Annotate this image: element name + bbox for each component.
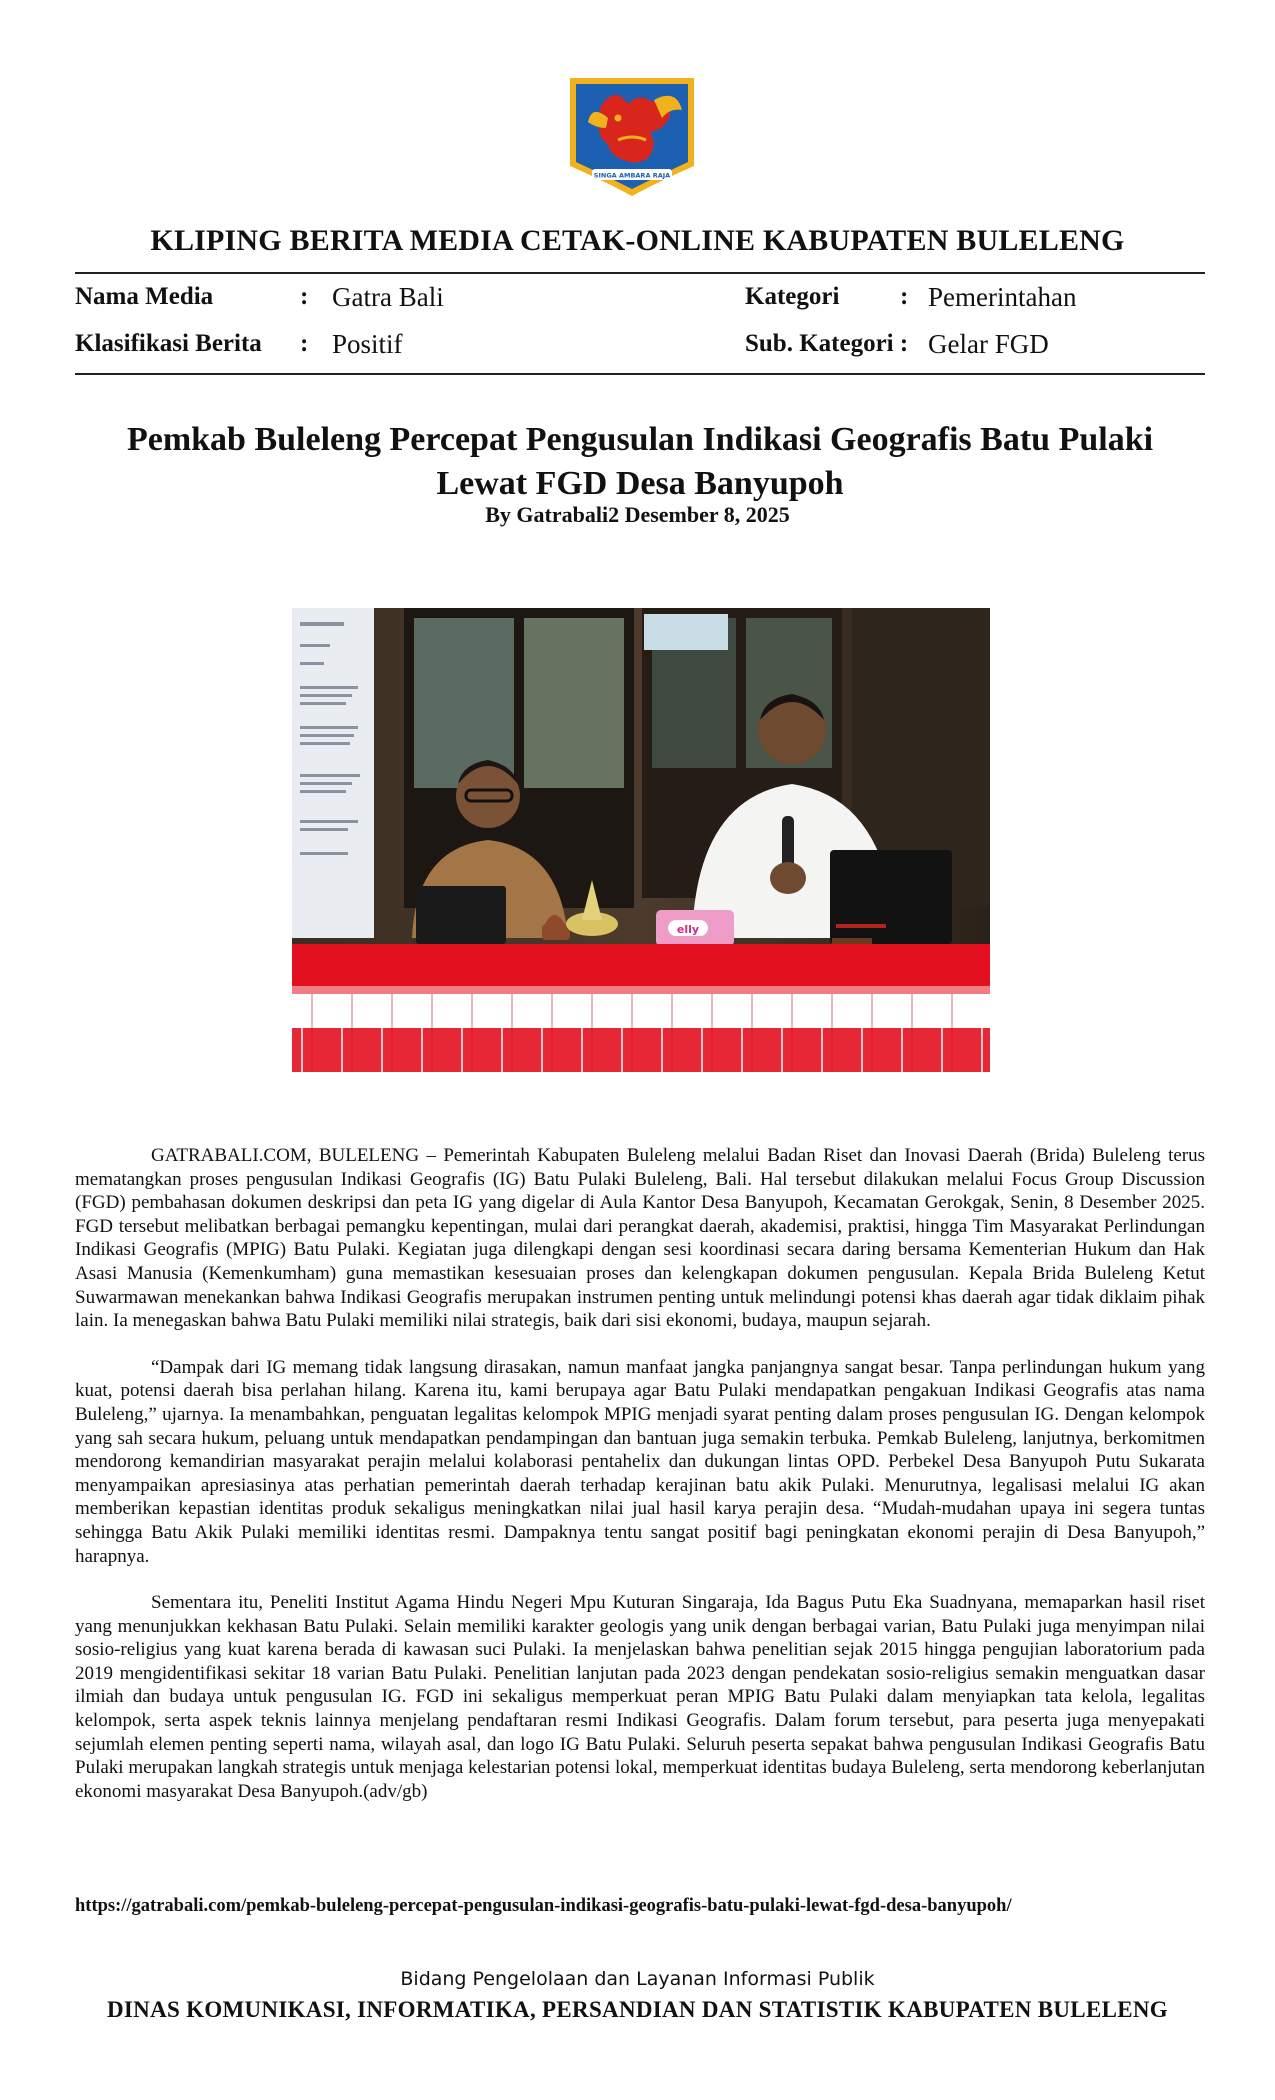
category-value: Pemerintahan	[928, 282, 1077, 312]
article-photo	[292, 608, 990, 1072]
article-paragraph: “Dampak dari IG memang tidak langsung dirasakan, namun manfaat jangka panjangnya sangat besar. Tanpa perlindungan hukum yang kuat, potensi daerah bisa perlahan hilang. Karena itu, kami berupaya agar Batu Pulaki mendapatkan pengakuan Indikasi Geografis atas nama Buleleng,” ujarnya. Ia menambahkan, penguatan legalitas kelompok MPIG menjadi syarat penting dalam proses pengusulan IG. Dengan kelompok yang sah secara hukum, peluang untuk mendapatkan pendampingan dan bantuan juga semakin terbuka. Pemkab Buleleng, lanjutnya, berkomitmen mendorong kemandirian masyarakat perajin melalui kolaborasi pentahelix dan dukungan lintas OPD. Perbekel Desa Banyupoh Putu Sukarata menyampaikan apresiasinya atas perhatian pemerintah daerah terhadap kerajinan batu akik Pulaki. Menurutnya, legalisasi melalui IG akan memberikan kepastian identitas produk sekaligus meningkatkan nilai jual hasil karya perajin desa. “Mudah-mudahan upaya ini segera tuntas sehingga Batu Akik Pulaki memiliki identitas resmi. Dampaknya tentu sangat positif bagi peningkatan ekonomi perajin di Desa Banyupoh,” harapnya.	[75, 1356, 1205, 1567]
article-paragraph: GATRABALI.COM, BULELENG – Pemerintah Kabupaten Buleleng melalui Badan Riset dan Inovasi Daerah (Brida) Buleleng terus mematangkan proses pengusulan Indikasi Geografis (IG) Batu Pulaki Buleleng, Bali. Hal tersebut dilakukan melalui Focus Group Discussion (FGD) pembahasan dokumen deskripsi dan peta IG yang digelar di Aula Kantor Desa Banyupoh, Kecamatan Gerokgak, Senin, 8 Desember 2025. FGD tersebut melibatkan berbagai pemangku kepentingan, mulai dari perangkat daerah, akademisi, praktisi, hingga Tim Masyarakat Perlindungan Indikasi Geografis (MPIG) Batu Pulaki. Kegiatan juga dilengkapi dengan sesi koordinasi secara daring bersama Kementerian Hukum dan Hak Asasi Manusia (Kemenkumham) guna memastikan kesesuaian proses dan kelengkapan dokumen pengusulan. Kepala Brida Buleleng Ketut Suwarmawan menekankan bahwa Indikasi Geografis merupakan instrumen penting untuk melindungi potensi khas daerah agar tidak diklaim pihak lain. Ia menegaskan bahwa Batu Pulaki memiliki nilai strategis, baik dari sisi ekonomi, budaya, maupun sejarah.	[75, 1145, 1205, 1332]
article-byline: By Gatrabali2 Desember 8, 2025	[485, 502, 790, 527]
source-url-link[interactable]: https://gatrabali.com/pemkab-buleleng-percepat-pengusulan-indikasi-geografis-batu-pulaki-lewat-fgd-desa-banyupoh/	[75, 1896, 1012, 1916]
article-paragraph: Sementara itu, Peneliti Institut Agama Hindu Negeri Mpu Kuturan Singaraja, Ida Bagus Putu Eka Suadnyana, memaparkan hasil riset yang menunjukkan kekhasan Batu Pulaki. Selain memiliki karakter geologis yang unik dengan berbagai varian, Batu Pulaki juga menyimpan nilai sosio-religius yang kuat karena berada di kawasan suci Pulaki. Ia menjelaskan bahwa penelitian sejak 2015 hingga pengujian laboratorium pada 2019 mengidentifikasi sekitar 18 varian Batu Pulaki. Penelitian lanjutan pada 2023 dengan pendekatan sosio-religius semakin menguatkan dasar ilmiah dan budaya untuk pengusulan IG. FGD ini sekaligus memperkuat peran MPIG Batu Pulaki dalam menyiapkan tata kelola, legalitas kelompok, serta aspek teknis lainnya menjelang pendaftaran resmi Indikasi Geografis. Dalam forum tersebut, para peserta juga menyepakati sejumlah elemen penting seperti nama, wilayah asal, dan logo IG Batu Pulaki. Seluruh peserta sepakat bahwa pengusulan Indikasi Geografis Batu Pulaki merupakan langkah strategis untuk menjaga kelestarian potensi lokal, memperkuat identitas budaya Buleleng, serta mendorong keberlanjutan ekonomi masyarakat Desa Banyupoh.(adv/gb)	[75, 1592, 1205, 1802]
media-name-value: Gatra Bali	[332, 282, 444, 312]
header-top-divider	[75, 272, 1205, 274]
tissue-box-label: elly	[676, 923, 700, 936]
article-body	[75, 1144, 1205, 1826]
subcategory-label: Sub. Kategori :	[745, 330, 909, 357]
buleleng-emblem-logo	[566, 74, 698, 200]
media-name-colon: :	[300, 283, 309, 310]
category-colon: :	[900, 283, 909, 310]
headline-line-2: Lewat FGD Desa Banyupoh	[436, 465, 844, 502]
logo-motto: SINGA AMBARA RAJA	[593, 171, 671, 180]
header-bottom-divider	[75, 373, 1205, 375]
article-headline	[75, 418, 1205, 506]
media-name-label: Nama Media	[75, 283, 214, 310]
classification-colon: :	[300, 330, 309, 357]
footer-agency: DINAS KOMUNIKASI, INFORMATIKA, PERSANDIAN DAN STATISTIK KABUPATEN BULELENG	[107, 1997, 1168, 2022]
classification-value: Positif	[332, 329, 403, 359]
document-title: KLIPING BERITA MEDIA CETAK-ONLINE KABUPATEN BULELENG	[150, 224, 1125, 257]
subcategory-value: Gelar FGD	[928, 329, 1049, 359]
category-label: Kategori	[745, 283, 840, 310]
footer-division: Bidang Pengelolaan dan Layanan Informasi Publik	[400, 1968, 875, 1990]
classification-label: Klasifikasi Berita	[75, 330, 262, 357]
headline-line-1: Pemkab Buleleng Percepat Pengusulan Indikasi Geografis Batu Pulaki	[126, 421, 1154, 458]
